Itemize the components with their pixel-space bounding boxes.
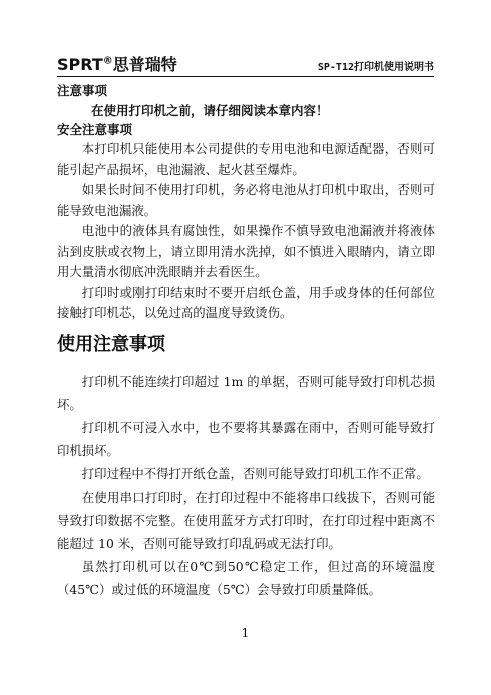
usage-paragraph: 在使用串口打印时，在打印过程中不能将串口线拔下，否则可能导致打印数据不完整。在使用蓝牙方式打印时，在打印过程中距离不能超过 10 米，否则可能导致打印乱码或无法打印。 <box>57 489 435 551</box>
page-number: 1 <box>241 626 250 640</box>
usage-heading: 使用注意事项 <box>57 333 165 355</box>
page-body <box>57 82 435 602</box>
notice-warning: 在使用打印机之前，请仔细阅读本章内容！ <box>91 103 329 118</box>
safety-heading: 安全注意事项 <box>57 122 133 137</box>
brand-logo <box>57 52 177 75</box>
safety-paragraph: 本打印机只能使用本公司提供的专用电池和电源适配器，否则可能引起产品损坏，电池漏液、起火甚至爆炸。 <box>57 141 435 177</box>
registered-mark: ® <box>102 55 113 67</box>
safety-paragraph: 打印时或刚打印结束时不要开启纸仓盖，用手或身体的任何部位接触打印机芯，以免过高的温度导致烫伤。 <box>57 284 435 320</box>
safety-paragraph: 如果长时间不使用打印机，务必将电池从打印机中取出，否则可能导致电池漏液。 <box>57 182 435 218</box>
manual-title: SP-T12打印机使用说明书 <box>317 62 434 73</box>
notice-heading: 注意事项 <box>57 83 108 98</box>
safety-paragraph: 电池中的液体具有腐蚀性，如果操作不慎导致电池漏液并将液体沾到皮肤或衣物上，请立即用清水洗掉，如不慎进入眼睛内，请立即用大量清水彻底冲洗眼睛并去看医生。 <box>57 223 435 279</box>
usage-paragraph: 虽然打印机可以在0℃到50℃稳定工作，但过高的环境温度（45℃）或过低的环境温度（5℃）会导致打印质量降低。 <box>57 559 435 598</box>
page-header <box>57 50 434 77</box>
brand-name: SPRT <box>57 55 103 74</box>
usage-paragraph: 打印过程中不得打开纸仓盖，否则可能导致打印机工作不正常。 <box>81 466 429 482</box>
brand-name-cn: 思普瑞特 <box>112 55 177 74</box>
usage-paragraph: 打印机不可浸入水中，也不要将其暴露在雨中，否则可能导致打印机损坏。 <box>57 419 435 459</box>
usage-paragraph: 打印机不能连续打印超过 1m 的单据，否则可能导致打印机芯损坏。 <box>57 373 435 412</box>
